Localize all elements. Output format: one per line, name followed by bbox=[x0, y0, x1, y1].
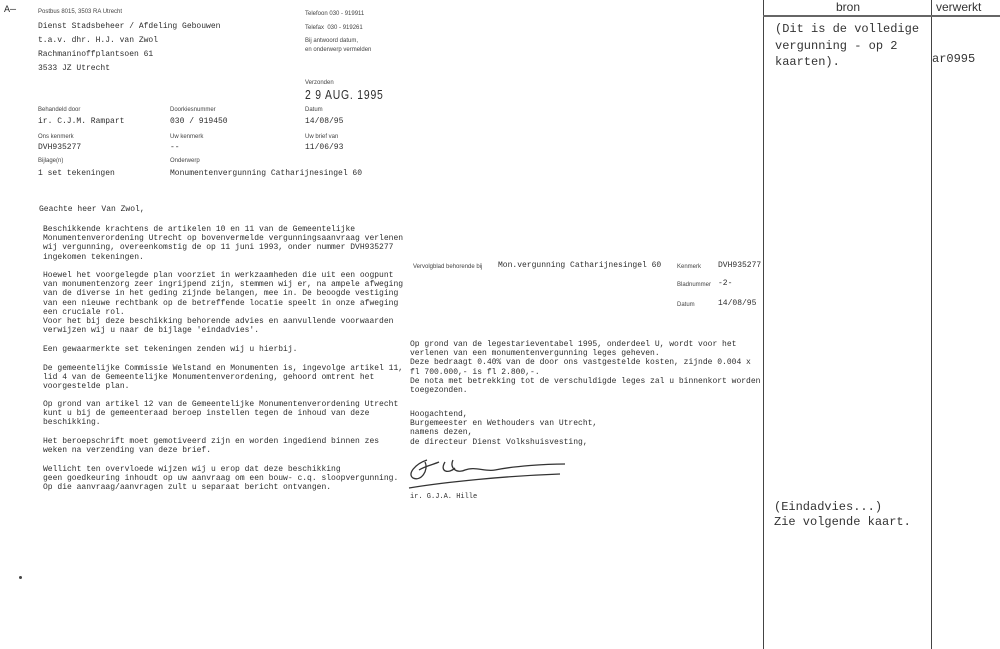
datum-value: 14/08/95 bbox=[305, 117, 344, 126]
verzonden-label: Verzonden bbox=[305, 80, 334, 86]
uw-kenmerk-label: Uw kenmerk bbox=[170, 134, 204, 140]
doorkies-value: 030 / 919450 bbox=[170, 117, 228, 126]
margin-mark: A— bbox=[4, 5, 17, 16]
column-header-verwerkt: verwerkt bbox=[936, 0, 982, 14]
salutation: Geachte heer Van Zwol, bbox=[39, 205, 145, 214]
paragraph: Op grond van de legestarieventabel 1995, onderdeel U, wordt voor het verlenen van een monumentenvergunning leges geheven. Deze bedraagt 0.40% van de door ons vastgestelde kosten, zijnde 0.004 x fl 700.000,- is fl 2.800,-. De nota met betrekking tot de verschuldigde leges zal u binnenkort worden toegezonden. bbox=[410, 340, 761, 396]
scan-speck bbox=[19, 576, 22, 579]
kenmerk-label: Kenmerk bbox=[677, 264, 702, 270]
datum-label: Datum bbox=[677, 302, 695, 308]
telefax: Telefax 030 - 919261 bbox=[305, 25, 363, 31]
address-line: Rachmaninoffplantsoen 61 bbox=[38, 50, 154, 59]
archive-code: ar0995 bbox=[932, 52, 976, 66]
column-header-bron: bron bbox=[836, 0, 861, 14]
antwoord-note: Bij antwoord datum, bbox=[305, 38, 359, 44]
ons-kenmerk-label: Ons kenmerk bbox=[38, 134, 74, 140]
paragraph: Het beroepschrift moet gemotiveerd zijn en worden ingediend binnen zes weken na verzending van deze brief. bbox=[43, 437, 380, 456]
signature bbox=[405, 452, 585, 492]
paragraph: De gemeentelijke Commissie Welstand en Monumenten is, ingevolge artikel 11, lid 4 van de Gemeentelijke Monumentenverordening, gehoord omtrent het voorgestelde plan. bbox=[43, 364, 404, 392]
onderwerp-label: Onderwerp bbox=[170, 158, 200, 164]
signatory: ir. G.J.A. Hille bbox=[410, 493, 478, 501]
bladnummer-label: Bladnummer bbox=[677, 282, 712, 288]
onderwerp-value: Monumentenvergunning Catharijnesingel 60 bbox=[170, 169, 363, 178]
address-line: t.a.v. dhr. H.J. van Zwol bbox=[38, 36, 159, 45]
kenmerk-value: DVH935277 bbox=[718, 261, 762, 270]
behandeld-value: ir. C.J.M. Rampart bbox=[38, 117, 125, 126]
address-line: 3533 JZ Utrecht bbox=[38, 64, 111, 73]
behandeld-label: Behandeld door bbox=[38, 107, 81, 113]
bijlage-value: 1 set tekeningen bbox=[38, 169, 115, 178]
paragraph: Op grond van artikel 12 van de Gemeentelijke Monumentenverordening Utrecht kunt u bij de gemeenteraad beroep instellen tegen de inhoud van deze beschikking. bbox=[43, 400, 399, 428]
datum-label: Datum bbox=[305, 107, 323, 113]
address-line: Dienst Stadsbeheer / Afdeling Gebouwen bbox=[38, 22, 221, 31]
ons-kenmerk-value: DVH935277 bbox=[38, 143, 82, 152]
uw-brief-label: Uw brief van bbox=[305, 134, 339, 140]
vervolg-label: Vervolgblad behorende bij bbox=[413, 264, 483, 270]
doorkies-label: Doorkiesnummer bbox=[170, 107, 216, 113]
paragraph: Hoewel het voorgelegde plan voorziet in werkzaamheden die uit een oogpunt van monumentenzorg zeer ingrijpend zijn, stemmen wij er, na ampele afweging van de diverse in het geding zijnde belangen, mee in. De beoogde vestiging van een nieuwe rechtbank op de betreffende locatie speelt in onze afweging een cruciale rol. Voor het bij deze beschikking behorende advies en aanvullende voorwaarden verwijzen wij u naar de bijlage 'eindadvies'. bbox=[43, 271, 404, 336]
paragraph: Wellicht ten overvloede wijzen wij u erop dat deze beschikking geen goedkeuring inhoudt op uw aanvraag om een bouw- c.q. sloopvergunning. Op die aanvraag/aanvragen zult u separaat bericht ontvangen. bbox=[43, 465, 399, 493]
uw-kenmerk-value: -- bbox=[170, 143, 180, 152]
paragraph: Een gewaarmerkte set tekeningen zenden wij u hierbij. bbox=[43, 345, 298, 354]
telefoon: Telefoon 030 - 919911 bbox=[305, 11, 365, 17]
card-footer-note: (Eindadvies...) Zie volgende kaart. bbox=[774, 500, 911, 529]
bladnummer-value: -2- bbox=[718, 279, 733, 288]
header-rule bbox=[763, 15, 1000, 17]
postbus-line: Postbus 8015, 3503 RA Utrecht bbox=[38, 9, 123, 15]
column-divider bbox=[763, 0, 764, 649]
column-divider bbox=[931, 0, 932, 649]
verzonden-stamp: 2 9 AUG. 1995 bbox=[305, 87, 384, 102]
bijlage-label: Bijlage(n) bbox=[38, 158, 64, 164]
vervolg-value: Mon.vergunning Catharijnesingel 60 bbox=[498, 261, 662, 270]
paragraph: Beschikkende krachtens de artikelen 10 en 11 van de Gemeentelijke Monumentenverordening Utrecht op bovenvermelde vergunningsaanvraag verlenen wij vergunning, overeenkomstig de op 11 juni 1993, onder nummer DVH935277 ingekomen tekeningen. bbox=[43, 225, 404, 262]
card-note: (Dit is de volledige vergunning - op 2 kaarten). bbox=[775, 22, 920, 69]
datum-value: 14/08/95 bbox=[718, 299, 757, 308]
closing: Hoogachtend, Burgemeester en Wethouders van Utrecht, namens dezen, de directeur Dienst Volkshuisvesting, bbox=[410, 410, 598, 447]
antwoord-note: en onderwerp vermelden bbox=[305, 47, 372, 53]
uw-brief-value: 11/06/93 bbox=[305, 143, 344, 152]
